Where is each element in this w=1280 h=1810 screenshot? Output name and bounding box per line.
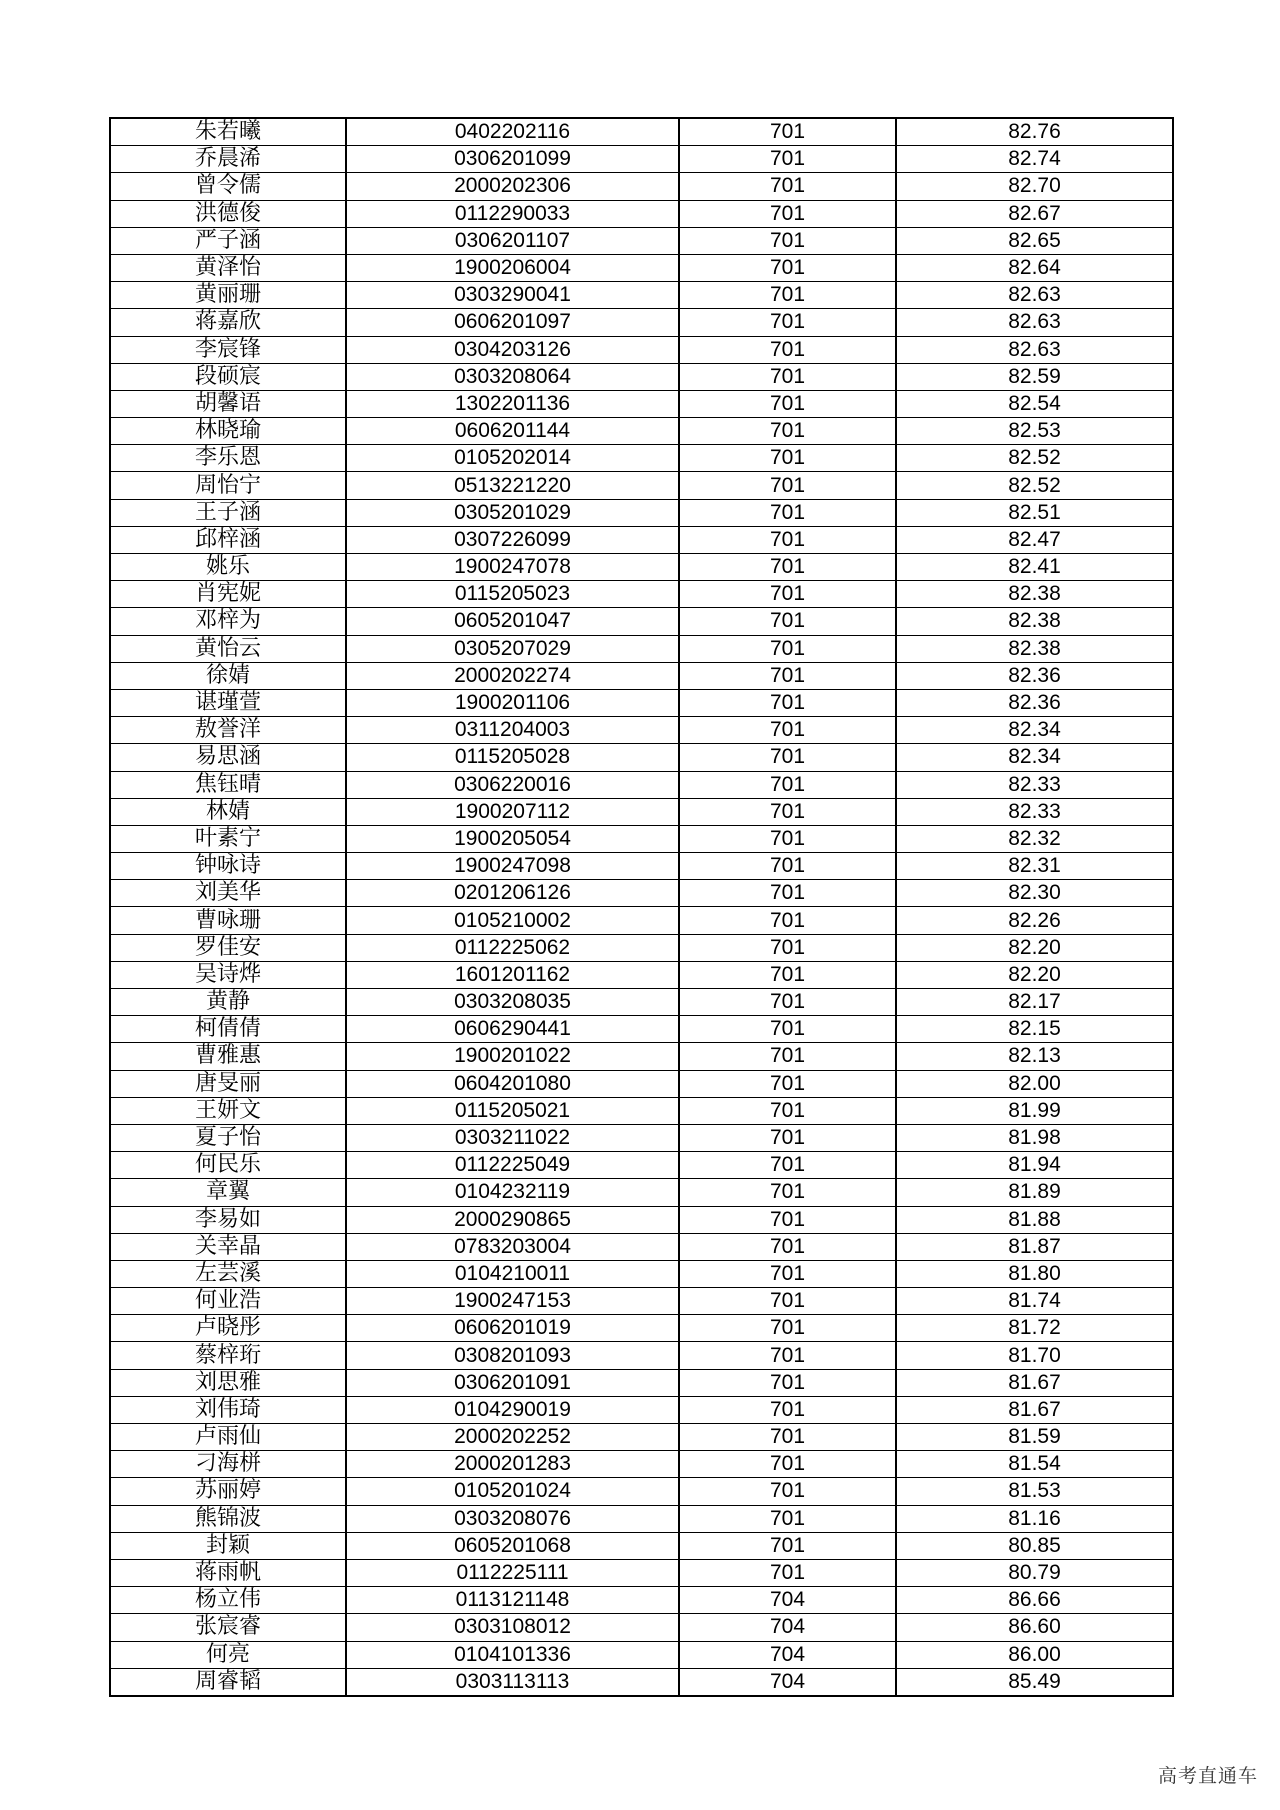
- table-row: [110, 1342, 1173, 1369]
- score-cell: 82.65: [896, 227, 1173, 254]
- exam-number-cell: 1900206004: [346, 254, 679, 281]
- table-row: [110, 1097, 1173, 1124]
- score-cell: 82.32: [896, 825, 1173, 852]
- score-cell: 82.38: [896, 635, 1173, 662]
- table-row: [110, 200, 1173, 227]
- score-cell: 82.67: [896, 200, 1173, 227]
- score-cell: 82.38: [896, 608, 1173, 635]
- exam-number-cell: 1900201106: [346, 689, 679, 716]
- subject-code-cell: 701: [679, 1260, 896, 1287]
- score-cell: 82.63: [896, 282, 1173, 309]
- exam-number-cell: 1302201136: [346, 390, 679, 417]
- table-row: [110, 825, 1173, 852]
- student-name-cell: 蔡梓珩: [110, 1342, 346, 1369]
- exam-number-cell: 0104290019: [346, 1396, 679, 1423]
- table-row: [110, 961, 1173, 988]
- subject-code-cell: 701: [679, 608, 896, 635]
- score-cell: 82.52: [896, 472, 1173, 499]
- score-cell: 81.89: [896, 1179, 1173, 1206]
- student-name-cell: 李乐恩: [110, 445, 346, 472]
- table-row: [110, 1016, 1173, 1043]
- subject-code-cell: 701: [679, 689, 896, 716]
- table-row: [110, 880, 1173, 907]
- exam-number-cell: 0604201080: [346, 1070, 679, 1097]
- table-row: [110, 934, 1173, 961]
- exam-number-cell: 0606201144: [346, 418, 679, 445]
- student-name-cell: 姚乐: [110, 554, 346, 581]
- table-row: [110, 1206, 1173, 1233]
- exam-number-cell: 0303208064: [346, 363, 679, 390]
- score-cell: 82.53: [896, 418, 1173, 445]
- score-cell: 82.20: [896, 934, 1173, 961]
- exam-number-cell: 1601201162: [346, 961, 679, 988]
- subject-code-cell: 701: [679, 118, 896, 146]
- student-name-cell: 焦钰晴: [110, 771, 346, 798]
- exam-number-cell: 0311204003: [346, 717, 679, 744]
- table-row: [110, 1288, 1173, 1315]
- score-cell: 82.54: [896, 390, 1173, 417]
- table-row: [110, 1043, 1173, 1070]
- table-row: [110, 907, 1173, 934]
- score-cell: 82.52: [896, 445, 1173, 472]
- subject-code-cell: 701: [679, 1043, 896, 1070]
- exam-number-cell: 0308201093: [346, 1342, 679, 1369]
- score-cell: 81.16: [896, 1505, 1173, 1532]
- student-name-cell: 卢雨仙: [110, 1424, 346, 1451]
- student-name-cell: 黄怡云: [110, 635, 346, 662]
- student-name-cell: 刘伟琦: [110, 1396, 346, 1423]
- subject-code-cell: 701: [679, 1396, 896, 1423]
- table-row: [110, 1505, 1173, 1532]
- score-cell: 82.26: [896, 907, 1173, 934]
- table-row: [110, 1369, 1173, 1396]
- table-row: [110, 418, 1173, 445]
- subject-code-cell: 701: [679, 1559, 896, 1586]
- table-row: [110, 1532, 1173, 1559]
- student-name-cell: 李宸锋: [110, 336, 346, 363]
- student-name-cell: 徐婧: [110, 662, 346, 689]
- subject-code-cell: 701: [679, 1152, 896, 1179]
- score-cell: 81.80: [896, 1260, 1173, 1287]
- score-cell: 80.85: [896, 1532, 1173, 1559]
- subject-code-cell: 701: [679, 499, 896, 526]
- exam-number-cell: 1900247153: [346, 1288, 679, 1315]
- table-row: [110, 853, 1173, 880]
- table-row: [110, 635, 1173, 662]
- subject-code-cell: 701: [679, 526, 896, 553]
- exam-number-cell: 2000202274: [346, 662, 679, 689]
- student-name-cell: 段硕宸: [110, 363, 346, 390]
- subject-code-cell: 701: [679, 934, 896, 961]
- exam-number-cell: 1900201022: [346, 1043, 679, 1070]
- exam-number-cell: 2000202306: [346, 173, 679, 200]
- student-name-cell: 蒋雨帆: [110, 1559, 346, 1586]
- subject-code-cell: 701: [679, 309, 896, 336]
- exam-number-cell: 0105210002: [346, 907, 679, 934]
- score-cell: 86.66: [896, 1587, 1173, 1614]
- exam-number-cell: 0105201024: [346, 1478, 679, 1505]
- exam-number-cell: 0306201107: [346, 227, 679, 254]
- subject-code-cell: 701: [679, 880, 896, 907]
- table-row: [110, 390, 1173, 417]
- exam-number-cell: 0303208035: [346, 989, 679, 1016]
- score-cell: 82.51: [896, 499, 1173, 526]
- table-row: [110, 689, 1173, 716]
- exam-number-cell: 0105202014: [346, 445, 679, 472]
- student-name-cell: 吴诗烨: [110, 961, 346, 988]
- student-name-cell: 黄泽怡: [110, 254, 346, 281]
- student-name-cell: 黄静: [110, 989, 346, 1016]
- student-name-cell: 林晓瑜: [110, 418, 346, 445]
- score-cell: 81.72: [896, 1315, 1173, 1342]
- table-row: [110, 744, 1173, 771]
- exam-number-cell: 0305207029: [346, 635, 679, 662]
- student-name-cell: 曹咏珊: [110, 907, 346, 934]
- score-cell: 82.00: [896, 1070, 1173, 1097]
- exam-number-cell: 0113121148: [346, 1587, 679, 1614]
- student-name-cell: 卢晓彤: [110, 1315, 346, 1342]
- student-name-cell: 朱若曦: [110, 118, 346, 146]
- exam-number-cell: 0402202116: [346, 118, 679, 146]
- score-cell: 81.94: [896, 1152, 1173, 1179]
- score-cell: 86.00: [896, 1641, 1173, 1668]
- exam-number-cell: 0112290033: [346, 200, 679, 227]
- subject-code-cell: 701: [679, 336, 896, 363]
- subject-code-cell: 701: [679, 771, 896, 798]
- score-cell: 82.74: [896, 146, 1173, 173]
- score-cell: 85.49: [896, 1668, 1173, 1696]
- subject-code-cell: 701: [679, 1124, 896, 1151]
- exam-number-cell: 1900247078: [346, 554, 679, 581]
- subject-code-cell: 701: [679, 744, 896, 771]
- score-cell: 82.33: [896, 798, 1173, 825]
- table-row: [110, 173, 1173, 200]
- subject-code-cell: 701: [679, 390, 896, 417]
- results-table-body: [110, 118, 1173, 1696]
- score-cell: 81.74: [896, 1288, 1173, 1315]
- table-row: [110, 227, 1173, 254]
- exam-number-cell: 0201206126: [346, 880, 679, 907]
- score-cell: 81.67: [896, 1369, 1173, 1396]
- score-cell: 82.13: [896, 1043, 1173, 1070]
- subject-code-cell: 704: [679, 1668, 896, 1696]
- score-cell: 82.34: [896, 744, 1173, 771]
- exam-number-cell: 1900205054: [346, 825, 679, 852]
- table-row: [110, 1614, 1173, 1641]
- student-name-cell: 张宸睿: [110, 1614, 346, 1641]
- table-row: [110, 1260, 1173, 1287]
- table-row: [110, 445, 1173, 472]
- student-name-cell: 苏丽婷: [110, 1478, 346, 1505]
- score-cell: 82.38: [896, 581, 1173, 608]
- subject-code-cell: 701: [679, 1478, 896, 1505]
- subject-code-cell: 701: [679, 282, 896, 309]
- student-name-cell: 黄丽珊: [110, 282, 346, 309]
- student-name-cell: 封颖: [110, 1532, 346, 1559]
- student-name-cell: 叶素宁: [110, 825, 346, 852]
- score-cell: 82.70: [896, 173, 1173, 200]
- exam-number-cell: 2000290865: [346, 1206, 679, 1233]
- score-cell: 82.30: [896, 880, 1173, 907]
- table-row: [110, 1233, 1173, 1260]
- table-row: [110, 1152, 1173, 1179]
- exam-number-cell: 0606290441: [346, 1016, 679, 1043]
- student-name-cell: 杨立伟: [110, 1587, 346, 1614]
- subject-code-cell: 701: [679, 961, 896, 988]
- score-cell: 82.64: [896, 254, 1173, 281]
- table-row: [110, 254, 1173, 281]
- score-cell: 81.98: [896, 1124, 1173, 1151]
- table-row: [110, 554, 1173, 581]
- table-row: [110, 363, 1173, 390]
- student-name-cell: 刁海栟: [110, 1451, 346, 1478]
- table-row: [110, 662, 1173, 689]
- student-name-cell: 李易如: [110, 1206, 346, 1233]
- exam-number-cell: 2000201283: [346, 1451, 679, 1478]
- student-name-cell: 谌瑾萱: [110, 689, 346, 716]
- table-row: [110, 1587, 1173, 1614]
- table-row: [110, 1179, 1173, 1206]
- student-name-cell: 肖宪妮: [110, 581, 346, 608]
- subject-code-cell: 701: [679, 635, 896, 662]
- subject-code-cell: 704: [679, 1614, 896, 1641]
- student-name-cell: 曾令儒: [110, 173, 346, 200]
- exam-number-cell: 1900207112: [346, 798, 679, 825]
- subject-code-cell: 704: [679, 1641, 896, 1668]
- student-name-cell: 柯倩倩: [110, 1016, 346, 1043]
- score-cell: 81.99: [896, 1097, 1173, 1124]
- exam-number-cell: 1900247098: [346, 853, 679, 880]
- subject-code-cell: 701: [679, 1179, 896, 1206]
- subject-code-cell: 704: [679, 1587, 896, 1614]
- subject-code-cell: 701: [679, 717, 896, 744]
- table-row: [110, 1451, 1173, 1478]
- student-name-cell: 易思涵: [110, 744, 346, 771]
- table-row: [110, 118, 1173, 146]
- subject-code-cell: 701: [679, 1315, 896, 1342]
- table-row: [110, 608, 1173, 635]
- exam-number-cell: 0304203126: [346, 336, 679, 363]
- student-name-cell: 敖誉洋: [110, 717, 346, 744]
- score-cell: 82.31: [896, 853, 1173, 880]
- table-row: [110, 717, 1173, 744]
- table-row: [110, 1124, 1173, 1151]
- subject-code-cell: 701: [679, 1532, 896, 1559]
- score-cell: 82.33: [896, 771, 1173, 798]
- subject-code-cell: 701: [679, 1369, 896, 1396]
- table-row: [110, 989, 1173, 1016]
- student-name-cell: 何民乐: [110, 1152, 346, 1179]
- subject-code-cell: 701: [679, 200, 896, 227]
- score-cell: 82.63: [896, 309, 1173, 336]
- student-name-cell: 严子涵: [110, 227, 346, 254]
- table-row: [110, 1396, 1173, 1423]
- table-row: [110, 1424, 1173, 1451]
- score-cell: 81.70: [896, 1342, 1173, 1369]
- table-row: [110, 771, 1173, 798]
- score-cell: 81.54: [896, 1451, 1173, 1478]
- table-row: [110, 581, 1173, 608]
- student-name-cell: 邓梓为: [110, 608, 346, 635]
- table-row: [110, 472, 1173, 499]
- subject-code-cell: 701: [679, 146, 896, 173]
- subject-code-cell: 701: [679, 853, 896, 880]
- exam-number-cell: 0306201091: [346, 1369, 679, 1396]
- student-name-cell: 周睿韬: [110, 1668, 346, 1696]
- table-row: [110, 1315, 1173, 1342]
- table-row: [110, 309, 1173, 336]
- score-cell: 81.87: [896, 1233, 1173, 1260]
- score-cell: 82.36: [896, 689, 1173, 716]
- exam-number-cell: 0112225049: [346, 1152, 679, 1179]
- student-name-cell: 王子涵: [110, 499, 346, 526]
- exam-number-cell: 0115205021: [346, 1097, 679, 1124]
- table-row: [110, 1668, 1173, 1696]
- subject-code-cell: 701: [679, 1070, 896, 1097]
- student-name-cell: 刘美华: [110, 880, 346, 907]
- score-cell: 82.41: [896, 554, 1173, 581]
- exam-number-cell: 0104210011: [346, 1260, 679, 1287]
- subject-code-cell: 701: [679, 472, 896, 499]
- score-cell: 81.88: [896, 1206, 1173, 1233]
- score-cell: 82.15: [896, 1016, 1173, 1043]
- exam-number-cell: 0115205028: [346, 744, 679, 771]
- score-cell: 82.20: [896, 961, 1173, 988]
- table-row: [110, 1478, 1173, 1505]
- score-cell: 82.59: [896, 363, 1173, 390]
- exam-number-cell: 0303290041: [346, 282, 679, 309]
- student-name-cell: 蒋嘉欣: [110, 309, 346, 336]
- student-name-cell: 何业浩: [110, 1288, 346, 1315]
- table-row: [110, 798, 1173, 825]
- score-cell: 81.53: [896, 1478, 1173, 1505]
- subject-code-cell: 701: [679, 1288, 896, 1315]
- exam-number-cell: 0606201019: [346, 1315, 679, 1342]
- student-name-cell: 夏子怡: [110, 1124, 346, 1151]
- subject-code-cell: 701: [679, 418, 896, 445]
- subject-code-cell: 701: [679, 989, 896, 1016]
- score-cell: 80.79: [896, 1559, 1173, 1586]
- subject-code-cell: 701: [679, 1505, 896, 1532]
- student-name-cell: 钟咏诗: [110, 853, 346, 880]
- exam-number-cell: 0306220016: [346, 771, 679, 798]
- exam-number-cell: 0606201097: [346, 309, 679, 336]
- exam-number-cell: 0303113113: [346, 1668, 679, 1696]
- table-row: [110, 499, 1173, 526]
- exam-number-cell: 2000202252: [346, 1424, 679, 1451]
- student-name-cell: 罗佳安: [110, 934, 346, 961]
- results-table: [109, 117, 1174, 1697]
- exam-number-cell: 0303108012: [346, 1614, 679, 1641]
- exam-number-cell: 0783203004: [346, 1233, 679, 1260]
- table-row: [110, 336, 1173, 363]
- subject-code-cell: 701: [679, 1016, 896, 1043]
- student-name-cell: 左芸溪: [110, 1260, 346, 1287]
- subject-code-cell: 701: [679, 1424, 896, 1451]
- student-name-cell: 乔晨浠: [110, 146, 346, 173]
- student-name-cell: 关幸晶: [110, 1233, 346, 1260]
- subject-code-cell: 701: [679, 1206, 896, 1233]
- exam-number-cell: 0605201068: [346, 1532, 679, 1559]
- subject-code-cell: 701: [679, 363, 896, 390]
- subject-code-cell: 701: [679, 1342, 896, 1369]
- score-cell: 82.63: [896, 336, 1173, 363]
- exam-number-cell: 0303208076: [346, 1505, 679, 1532]
- exam-number-cell: 0112225111: [346, 1559, 679, 1586]
- subject-code-cell: 701: [679, 581, 896, 608]
- score-cell: 81.67: [896, 1396, 1173, 1423]
- subject-code-cell: 701: [679, 662, 896, 689]
- exam-number-cell: 0303211022: [346, 1124, 679, 1151]
- student-name-cell: 何亮: [110, 1641, 346, 1668]
- subject-code-cell: 701: [679, 907, 896, 934]
- subject-code-cell: 701: [679, 173, 896, 200]
- table-row: [110, 1641, 1173, 1668]
- student-name-cell: 唐旻丽: [110, 1070, 346, 1097]
- table-row: [110, 1070, 1173, 1097]
- student-name-cell: 洪德俊: [110, 200, 346, 227]
- exam-number-cell: 0306201099: [346, 146, 679, 173]
- score-cell: 82.76: [896, 118, 1173, 146]
- subject-code-cell: 701: [679, 1451, 896, 1478]
- table-row: [110, 146, 1173, 173]
- table-row: [110, 526, 1173, 553]
- exam-number-cell: 0513221220: [346, 472, 679, 499]
- exam-number-cell: 0104101336: [346, 1641, 679, 1668]
- subject-code-cell: 701: [679, 798, 896, 825]
- subject-code-cell: 701: [679, 1097, 896, 1124]
- subject-code-cell: 701: [679, 1233, 896, 1260]
- student-name-cell: 曹雅惠: [110, 1043, 346, 1070]
- subject-code-cell: 701: [679, 445, 896, 472]
- subject-code-cell: 701: [679, 825, 896, 852]
- exam-number-cell: 0307226099: [346, 526, 679, 553]
- exam-number-cell: 0104232119: [346, 1179, 679, 1206]
- subject-code-cell: 701: [679, 254, 896, 281]
- student-name-cell: 周怡宁: [110, 472, 346, 499]
- student-name-cell: 熊锦波: [110, 1505, 346, 1532]
- subject-code-cell: 701: [679, 554, 896, 581]
- student-name-cell: 胡馨语: [110, 390, 346, 417]
- exam-number-cell: 0112225062: [346, 934, 679, 961]
- student-name-cell: 章翼: [110, 1179, 346, 1206]
- table-row: [110, 1559, 1173, 1586]
- table-row: [110, 282, 1173, 309]
- student-name-cell: 林婧: [110, 798, 346, 825]
- score-cell: 86.60: [896, 1614, 1173, 1641]
- exam-number-cell: 0115205023: [346, 581, 679, 608]
- score-cell: 82.17: [896, 989, 1173, 1016]
- student-name-cell: 邱梓涵: [110, 526, 346, 553]
- score-cell: 82.36: [896, 662, 1173, 689]
- watermark-text: 高考直通车: [1157, 1765, 1258, 1787]
- student-name-cell: 王妍文: [110, 1097, 346, 1124]
- score-cell: 82.34: [896, 717, 1173, 744]
- exam-number-cell: 0605201047: [346, 608, 679, 635]
- score-cell: 82.47: [896, 526, 1173, 553]
- score-cell: 81.59: [896, 1424, 1173, 1451]
- exam-number-cell: 0305201029: [346, 499, 679, 526]
- student-name-cell: 刘思雅: [110, 1369, 346, 1396]
- subject-code-cell: 701: [679, 227, 896, 254]
